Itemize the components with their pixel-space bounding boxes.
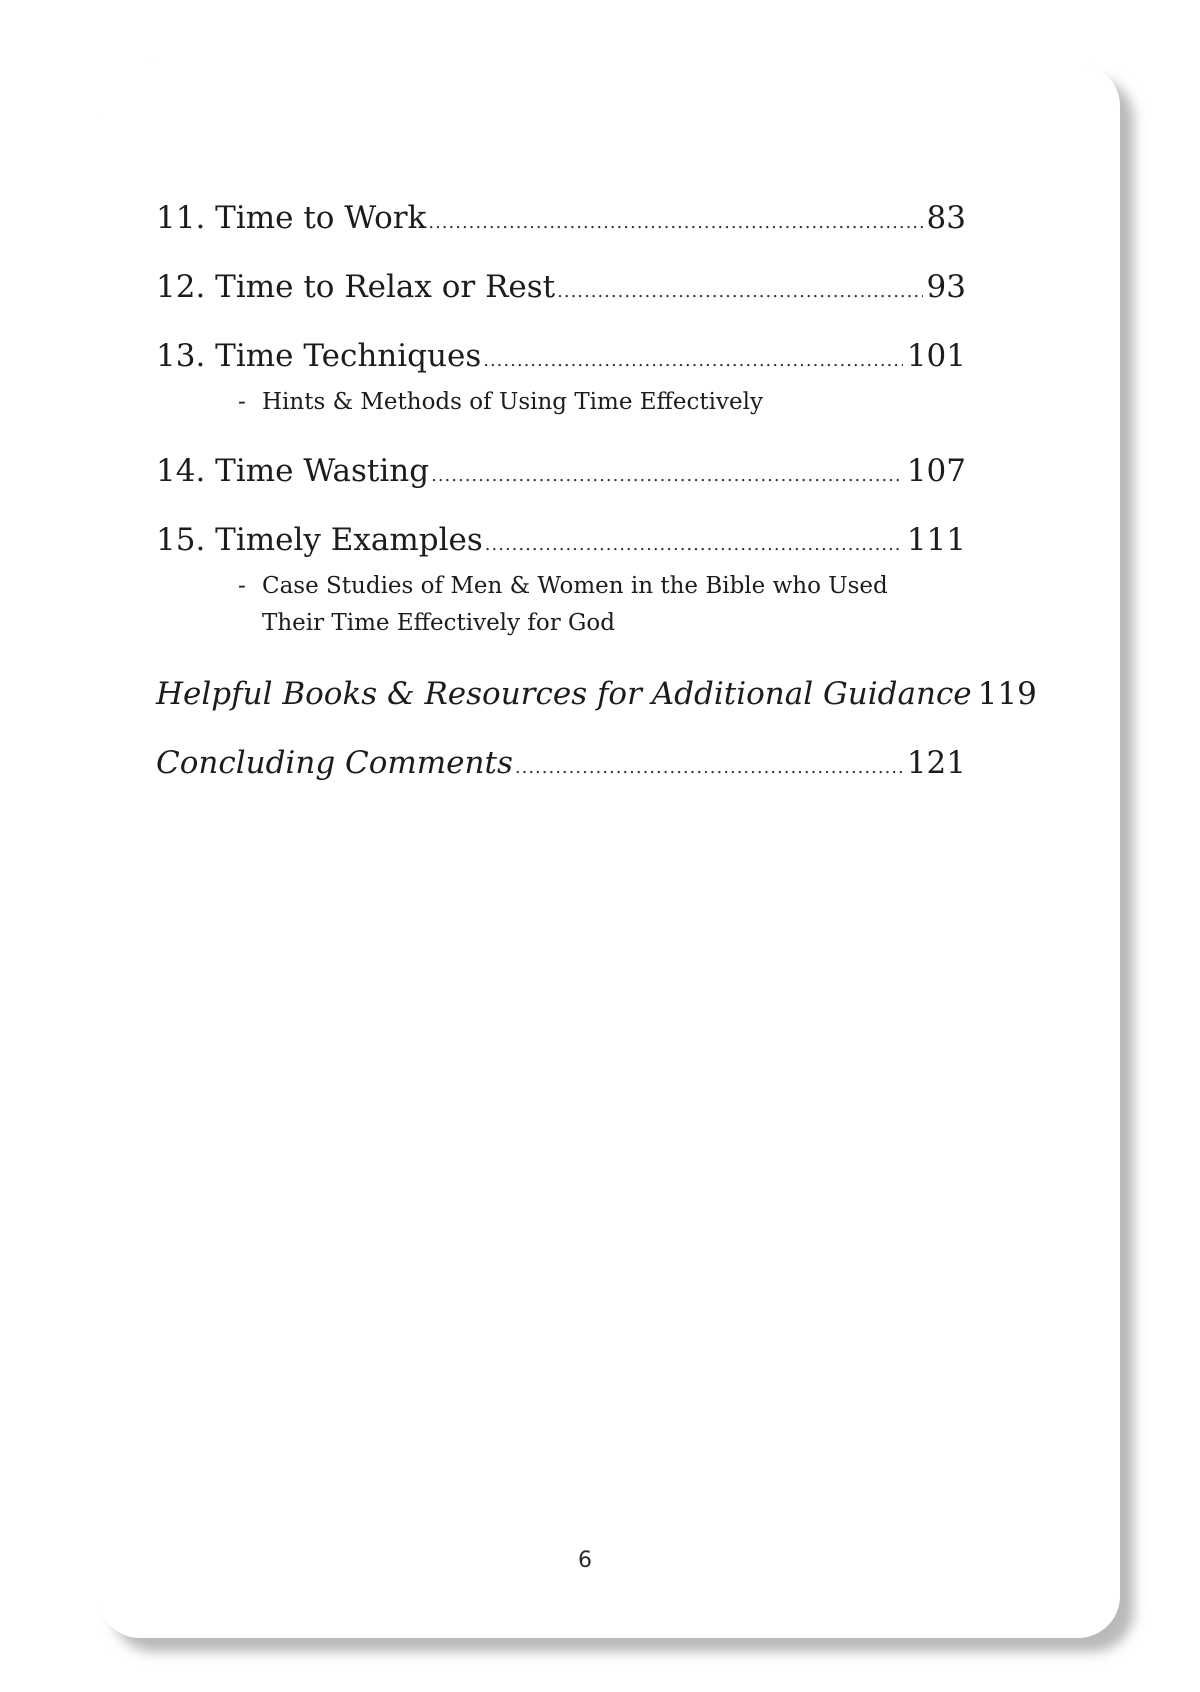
toc-entry-11[interactable]	[156, 196, 966, 240]
subentry-text: Hints & Methods of Using Time Effectively	[262, 389, 763, 415]
dot-leader	[431, 454, 903, 498]
toc-subentry	[238, 568, 950, 642]
toc-entry-title: Concluding Comments	[156, 745, 513, 781]
toc-entry-14[interactable]	[156, 449, 966, 493]
toc-entry-title: 14. Time Wasting	[156, 453, 430, 489]
toc-entry-page: 107	[906, 453, 966, 489]
dot-leader	[515, 746, 903, 790]
toc-entry-title: 15. Timely Examples	[156, 522, 483, 558]
dot-leader	[428, 201, 922, 245]
toc-entry-page: 83	[926, 200, 966, 236]
toc-entry-page: 101	[906, 338, 966, 374]
toc-entry-13[interactable]	[156, 334, 966, 378]
toc-entry-page: 119	[977, 676, 1037, 712]
dot-leader	[483, 339, 903, 383]
toc-entry-page: 93	[926, 269, 966, 305]
toc-entry-12[interactable]	[156, 265, 966, 309]
toc-entry-page: 121	[906, 745, 966, 781]
toc-entry-page: 111	[906, 522, 966, 558]
toc-entry-helpful-books[interactable]	[156, 672, 1037, 716]
dot-leader	[557, 270, 922, 314]
toc-subentry	[238, 384, 950, 421]
subentry-dash: -	[238, 573, 246, 599]
toc-entry-title: 11. Time to Work	[156, 200, 427, 236]
toc-entry-15[interactable]	[156, 518, 966, 562]
table-of-contents	[156, 196, 1037, 785]
toc-entry-title: 12. Time to Relax or Rest	[156, 269, 556, 305]
toc-entry-title: Helpful Books & Resources for Additional Guidance	[156, 676, 972, 712]
subentry-dash: -	[238, 389, 246, 415]
toc-entry-concluding-comments[interactable]	[156, 741, 966, 785]
dot-leader	[485, 523, 903, 567]
toc-entry-title: 13. Time Techniques	[156, 338, 482, 374]
subentry-text: Case Studies of Men & Women in the Bible who Used Their Time Effectively for God	[262, 573, 888, 636]
page-number: 6	[578, 1548, 592, 1573]
